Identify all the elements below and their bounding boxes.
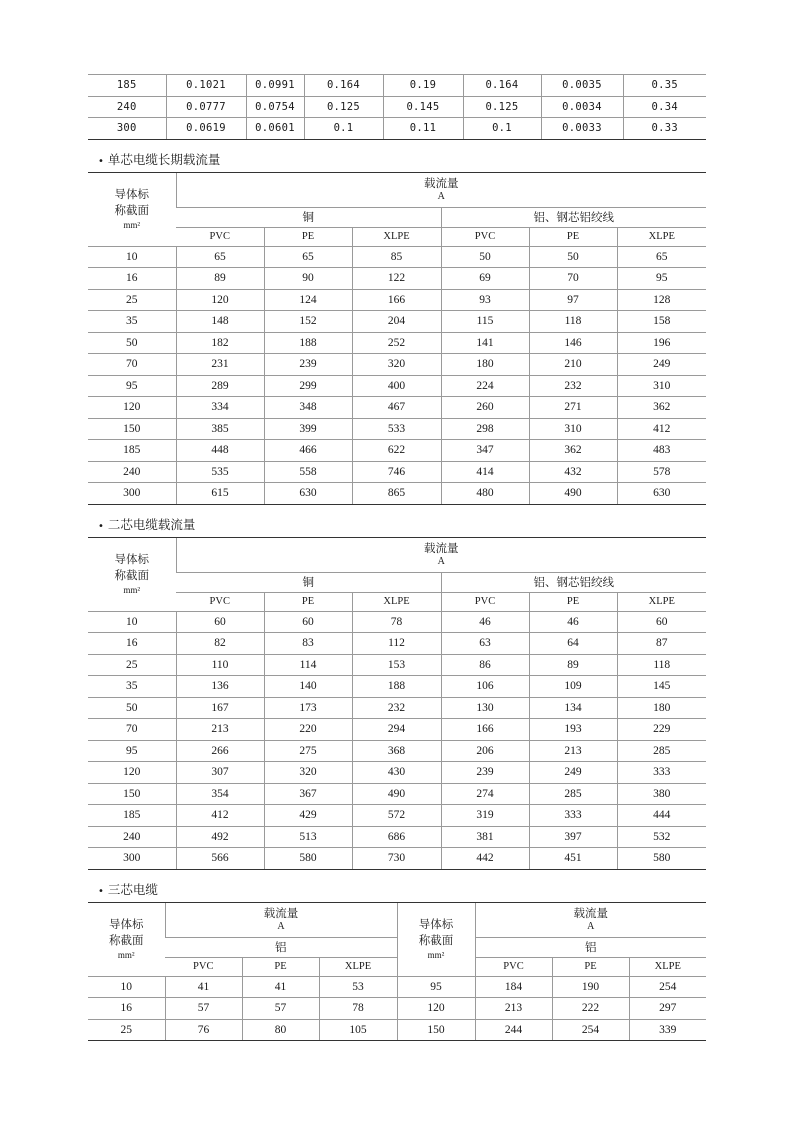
table-cell: 130 <box>441 697 529 719</box>
table-cell: 86 <box>441 654 529 676</box>
table-cell: 25 <box>88 289 176 311</box>
table-cell: 95 <box>617 268 706 290</box>
table-cell: 185 <box>88 805 176 827</box>
table-cell: 348 <box>264 397 352 419</box>
table-row <box>88 246 706 268</box>
table-cell: 204 <box>352 311 441 333</box>
table-cell: 60 <box>264 611 352 633</box>
table-row <box>88 268 706 290</box>
table-cell: 65 <box>176 246 264 268</box>
table-cell: 63 <box>441 633 529 655</box>
table-cell: 64 <box>529 633 617 655</box>
table-cell: 490 <box>352 783 441 805</box>
table-row <box>88 976 706 998</box>
table-row <box>88 375 706 397</box>
table-cell: 85 <box>352 246 441 268</box>
table-cell: 89 <box>176 268 264 290</box>
table-cell: 0.0035 <box>541 75 623 97</box>
table-cell: 0.19 <box>383 75 463 97</box>
table-row <box>88 483 706 505</box>
table-row <box>88 676 706 698</box>
table-cell: 120 <box>88 397 176 419</box>
table-cell: 300 <box>88 848 176 870</box>
table-cell: 0.0777 <box>166 96 246 118</box>
table-cell: 0.0991 <box>246 75 304 97</box>
material-header: PVC <box>176 592 264 611</box>
table-cell: 185 <box>88 440 176 462</box>
material-header: PVC <box>176 227 264 246</box>
table-cell: 397 <box>529 826 617 848</box>
table-cell: 35 <box>88 311 176 333</box>
table-cell: 622 <box>352 440 441 462</box>
table-cell: 158 <box>617 311 706 333</box>
table-cell: 16 <box>88 268 176 290</box>
table-cell: 0.164 <box>304 75 383 97</box>
table-cell: 57 <box>242 998 319 1020</box>
table-cell: 380 <box>617 783 706 805</box>
table-cell: 412 <box>176 805 264 827</box>
table-cell: 362 <box>617 397 706 419</box>
table-cell: 70 <box>88 354 176 376</box>
table-cell: 271 <box>529 397 617 419</box>
table-cell: 166 <box>352 289 441 311</box>
table-cell: 0.0601 <box>246 118 304 140</box>
table-cell: 310 <box>529 418 617 440</box>
table-cell: 185 <box>88 75 166 97</box>
table-cell: 110 <box>176 654 264 676</box>
material-header: XLPE <box>629 957 706 976</box>
table-cell: 368 <box>352 740 441 762</box>
table-cell: 93 <box>441 289 529 311</box>
table-row <box>88 719 706 741</box>
current-header-right: 载流量 A <box>475 902 706 937</box>
table-cell: 229 <box>617 719 706 741</box>
table-cell: 746 <box>352 461 441 483</box>
table-cell: 289 <box>176 375 264 397</box>
table-cell: 686 <box>352 826 441 848</box>
table-cell: 310 <box>617 375 706 397</box>
material-header: PE <box>242 957 319 976</box>
table-cell: 210 <box>529 354 617 376</box>
table-cell: 297 <box>629 998 706 1020</box>
table-cell: 381 <box>441 826 529 848</box>
table-cell: 339 <box>629 1019 706 1041</box>
table-cell: 347 <box>441 440 529 462</box>
table-cell: 0.0034 <box>541 96 623 118</box>
table-cell: 400 <box>352 375 441 397</box>
table-cell: 615 <box>176 483 264 505</box>
table-cell: 89 <box>529 654 617 676</box>
table-cell: 0.34 <box>623 96 706 118</box>
table-cell: 430 <box>352 762 441 784</box>
table-cell: 0.1 <box>463 118 541 140</box>
table-cell: 320 <box>264 762 352 784</box>
table-row <box>88 397 706 419</box>
table-cell: 57 <box>165 998 242 1020</box>
table-cell: 249 <box>617 354 706 376</box>
table-cell: 69 <box>441 268 529 290</box>
table-cell: 166 <box>441 719 529 741</box>
table-cell: 367 <box>264 783 352 805</box>
table-cell: 0.125 <box>304 96 383 118</box>
table-cell: 580 <box>264 848 352 870</box>
table-cell: 513 <box>264 826 352 848</box>
table-cell: 254 <box>552 1019 629 1041</box>
table-row <box>88 826 706 848</box>
table-cell: 152 <box>264 311 352 333</box>
col-head-section-right: 导体标称截面 mm² <box>397 902 475 976</box>
material-header: PE <box>529 227 617 246</box>
material-header: XLPE <box>352 592 441 611</box>
table-row <box>88 740 706 762</box>
table-cell: 16 <box>88 998 165 1020</box>
table-cell: 182 <box>176 332 264 354</box>
aluminum-header: 铝、钢芯铝绞线 <box>441 572 706 592</box>
table-cell: 307 <box>176 762 264 784</box>
table-cell: 298 <box>441 418 529 440</box>
table-cell: 252 <box>352 332 441 354</box>
table-cell: 80 <box>242 1019 319 1041</box>
table-cell: 865 <box>352 483 441 505</box>
table-cell: 146 <box>529 332 617 354</box>
table-cell: 580 <box>617 848 706 870</box>
table-cell: 180 <box>441 354 529 376</box>
table-cell: 231 <box>176 354 264 376</box>
twin-core-table <box>88 537 706 870</box>
table-cell: 120 <box>88 762 176 784</box>
table-cell: 0.125 <box>463 96 541 118</box>
table-cell: 35 <box>88 676 176 698</box>
section-title-twin: • 二芯电缆载流量 <box>98 516 196 532</box>
table-cell: 0.1021 <box>166 75 246 97</box>
col-head-section-left: 导体标称截面 mm² <box>88 902 165 976</box>
table-cell: 109 <box>529 676 617 698</box>
table-cell: 566 <box>176 848 264 870</box>
table-cell: 150 <box>397 1019 475 1041</box>
current-header: 载流量 A <box>176 172 706 207</box>
table-cell: 0.11 <box>383 118 463 140</box>
table-cell: 300 <box>88 118 166 140</box>
table-cell: 333 <box>617 762 706 784</box>
table-cell: 90 <box>264 268 352 290</box>
table-cell: 533 <box>352 418 441 440</box>
material-header: PVC <box>165 957 242 976</box>
table-cell: 65 <box>264 246 352 268</box>
table-cell: 46 <box>529 611 617 633</box>
table-cell: 114 <box>264 654 352 676</box>
table-cell: 82 <box>176 633 264 655</box>
table-cell: 213 <box>176 719 264 741</box>
table-cell: 150 <box>88 418 176 440</box>
table-cell: 118 <box>529 311 617 333</box>
table-cell: 0.35 <box>623 75 706 97</box>
table-cell: 141 <box>441 332 529 354</box>
table-cell: 320 <box>352 354 441 376</box>
table-cell: 213 <box>475 998 552 1020</box>
table-cell: 106 <box>441 676 529 698</box>
table-cell: 466 <box>264 440 352 462</box>
table-row <box>88 611 706 633</box>
table-cell: 95 <box>88 740 176 762</box>
material-header: XLPE <box>319 957 397 976</box>
material-header: PVC <box>441 227 529 246</box>
material-header: XLPE <box>617 592 706 611</box>
table-cell: 97 <box>529 289 617 311</box>
table-cell: 184 <box>475 976 552 998</box>
table-cell: 0.164 <box>463 75 541 97</box>
table-cell: 70 <box>529 268 617 290</box>
table-cell: 78 <box>352 611 441 633</box>
table-cell: 492 <box>176 826 264 848</box>
material-header: PE <box>529 592 617 611</box>
table-cell: 25 <box>88 1019 165 1041</box>
table-cell: 444 <box>617 805 706 827</box>
copper-header: 铜 <box>176 207 441 227</box>
table-row <box>88 354 706 376</box>
table-cell: 41 <box>165 976 242 998</box>
table-cell: 319 <box>441 805 529 827</box>
table-row <box>88 1019 706 1041</box>
table-cell: 95 <box>88 375 176 397</box>
material-header: PVC <box>441 592 529 611</box>
table-cell: 136 <box>176 676 264 698</box>
table-cell: 224 <box>441 375 529 397</box>
table-row <box>88 118 706 140</box>
table-cell: 239 <box>264 354 352 376</box>
table-cell: 124 <box>264 289 352 311</box>
material-header-row <box>88 592 706 611</box>
table-cell: 480 <box>441 483 529 505</box>
table-cell: 167 <box>176 697 264 719</box>
table-cell: 0.145 <box>383 96 463 118</box>
table-row <box>88 697 706 719</box>
table-cell: 244 <box>475 1019 552 1041</box>
table-cell: 196 <box>617 332 706 354</box>
table-cell: 483 <box>617 440 706 462</box>
table-cell: 115 <box>441 311 529 333</box>
table-cell: 630 <box>617 483 706 505</box>
table-cell: 432 <box>529 461 617 483</box>
table-cell: 180 <box>617 697 706 719</box>
table-row <box>88 783 706 805</box>
table-cell: 105 <box>319 1019 397 1041</box>
table-cell: 0.33 <box>623 118 706 140</box>
material-header: PE <box>264 592 352 611</box>
table-cell: 50 <box>529 246 617 268</box>
table-cell: 442 <box>441 848 529 870</box>
table-cell: 188 <box>352 676 441 698</box>
table-cell: 173 <box>264 697 352 719</box>
table-cell: 134 <box>529 697 617 719</box>
table-cell: 354 <box>176 783 264 805</box>
table-row <box>88 418 706 440</box>
table-row <box>88 848 706 870</box>
table-cell: 414 <box>441 461 529 483</box>
table-cell: 140 <box>264 676 352 698</box>
table-cell: 578 <box>617 461 706 483</box>
table-cell: 240 <box>88 826 176 848</box>
material-header: PE <box>552 957 629 976</box>
table-cell: 362 <box>529 440 617 462</box>
table-cell: 240 <box>88 461 176 483</box>
section-title-triple: • 三芯电缆 <box>98 881 158 897</box>
table-cell: 294 <box>352 719 441 741</box>
table-cell: 78 <box>319 998 397 1020</box>
material-header: PE <box>264 227 352 246</box>
table-cell: 275 <box>264 740 352 762</box>
table-cell: 50 <box>441 246 529 268</box>
table-cell: 213 <box>529 740 617 762</box>
current-header: 载流量 A <box>176 537 706 572</box>
table-cell: 240 <box>88 96 166 118</box>
table-cell: 299 <box>264 375 352 397</box>
impedance-table-continuation <box>88 74 706 140</box>
aluminum-header-left: 铝 <box>165 937 397 957</box>
table-cell: 145 <box>617 676 706 698</box>
table-cell: 334 <box>176 397 264 419</box>
table-cell: 150 <box>88 783 176 805</box>
table-cell: 572 <box>352 805 441 827</box>
table-cell: 220 <box>264 719 352 741</box>
table-row <box>88 633 706 655</box>
table-cell: 412 <box>617 418 706 440</box>
col-head-section: 导体标称截面 mm² <box>88 172 176 246</box>
table-cell: 0.0619 <box>166 118 246 140</box>
table-cell: 10 <box>88 611 176 633</box>
table-cell: 16 <box>88 633 176 655</box>
table-cell: 60 <box>176 611 264 633</box>
col-head-section: 导体标称截面 mm² <box>88 537 176 611</box>
table-cell: 193 <box>529 719 617 741</box>
table-cell: 120 <box>397 998 475 1020</box>
table-cell: 274 <box>441 783 529 805</box>
table-cell: 532 <box>617 826 706 848</box>
table-cell: 50 <box>88 697 176 719</box>
current-header-left: 载流量 A <box>165 902 397 937</box>
table-cell: 25 <box>88 654 176 676</box>
table-cell: 254 <box>629 976 706 998</box>
table-row <box>88 289 706 311</box>
aluminum-header-right: 铝 <box>475 937 706 957</box>
section-title-single: • 单芯电缆长期载流量 <box>98 151 221 167</box>
table-cell: 118 <box>617 654 706 676</box>
table-cell: 429 <box>264 805 352 827</box>
table-row <box>88 461 706 483</box>
table-cell: 558 <box>264 461 352 483</box>
table-cell: 0.0033 <box>541 118 623 140</box>
table-cell: 285 <box>617 740 706 762</box>
table-row <box>88 654 706 676</box>
table-cell: 10 <box>88 246 176 268</box>
table-cell: 232 <box>352 697 441 719</box>
table-cell: 50 <box>88 332 176 354</box>
material-header: XLPE <box>617 227 706 246</box>
document-page <box>88 74 706 1041</box>
table-cell: 285 <box>529 783 617 805</box>
table-cell: 467 <box>352 397 441 419</box>
table-cell: 0.1 <box>304 118 383 140</box>
table-cell: 41 <box>242 976 319 998</box>
triple-core-table <box>88 902 706 1042</box>
table-cell: 70 <box>88 719 176 741</box>
material-header: PVC <box>475 957 552 976</box>
table-cell: 266 <box>176 740 264 762</box>
table-cell: 83 <box>264 633 352 655</box>
table-cell: 333 <box>529 805 617 827</box>
table-cell: 53 <box>319 976 397 998</box>
aluminum-header: 铝、钢芯铝绞线 <box>441 207 706 227</box>
table-cell: 76 <box>165 1019 242 1041</box>
table-cell: 239 <box>441 762 529 784</box>
table-row <box>88 762 706 784</box>
table-cell: 153 <box>352 654 441 676</box>
table-row <box>88 998 706 1020</box>
table-cell: 448 <box>176 440 264 462</box>
table-cell: 385 <box>176 418 264 440</box>
single-core-table <box>88 172 706 505</box>
table-row <box>88 75 706 97</box>
table-row <box>88 805 706 827</box>
table-cell: 630 <box>264 483 352 505</box>
table-cell: 188 <box>264 332 352 354</box>
table-cell: 451 <box>529 848 617 870</box>
table-cell: 490 <box>529 483 617 505</box>
table-cell: 300 <box>88 483 176 505</box>
table-cell: 249 <box>529 762 617 784</box>
table-cell: 535 <box>176 461 264 483</box>
table-cell: 112 <box>352 633 441 655</box>
copper-header: 铜 <box>176 572 441 592</box>
table-cell: 10 <box>88 976 165 998</box>
table-cell: 232 <box>529 375 617 397</box>
table-cell: 730 <box>352 848 441 870</box>
table-cell: 65 <box>617 246 706 268</box>
table-cell: 128 <box>617 289 706 311</box>
table-row <box>88 332 706 354</box>
table-cell: 87 <box>617 633 706 655</box>
table-row <box>88 96 706 118</box>
table-cell: 46 <box>441 611 529 633</box>
table-cell: 206 <box>441 740 529 762</box>
table-cell: 0.0754 <box>246 96 304 118</box>
table-row <box>88 440 706 462</box>
table-cell: 190 <box>552 976 629 998</box>
table-cell: 260 <box>441 397 529 419</box>
table-row <box>88 311 706 333</box>
material-header: XLPE <box>352 227 441 246</box>
table-cell: 399 <box>264 418 352 440</box>
table-cell: 148 <box>176 311 264 333</box>
table-cell: 222 <box>552 998 629 1020</box>
table-cell: 95 <box>397 976 475 998</box>
table-cell: 120 <box>176 289 264 311</box>
table-cell: 60 <box>617 611 706 633</box>
table-cell: 122 <box>352 268 441 290</box>
material-header-row <box>88 227 706 246</box>
